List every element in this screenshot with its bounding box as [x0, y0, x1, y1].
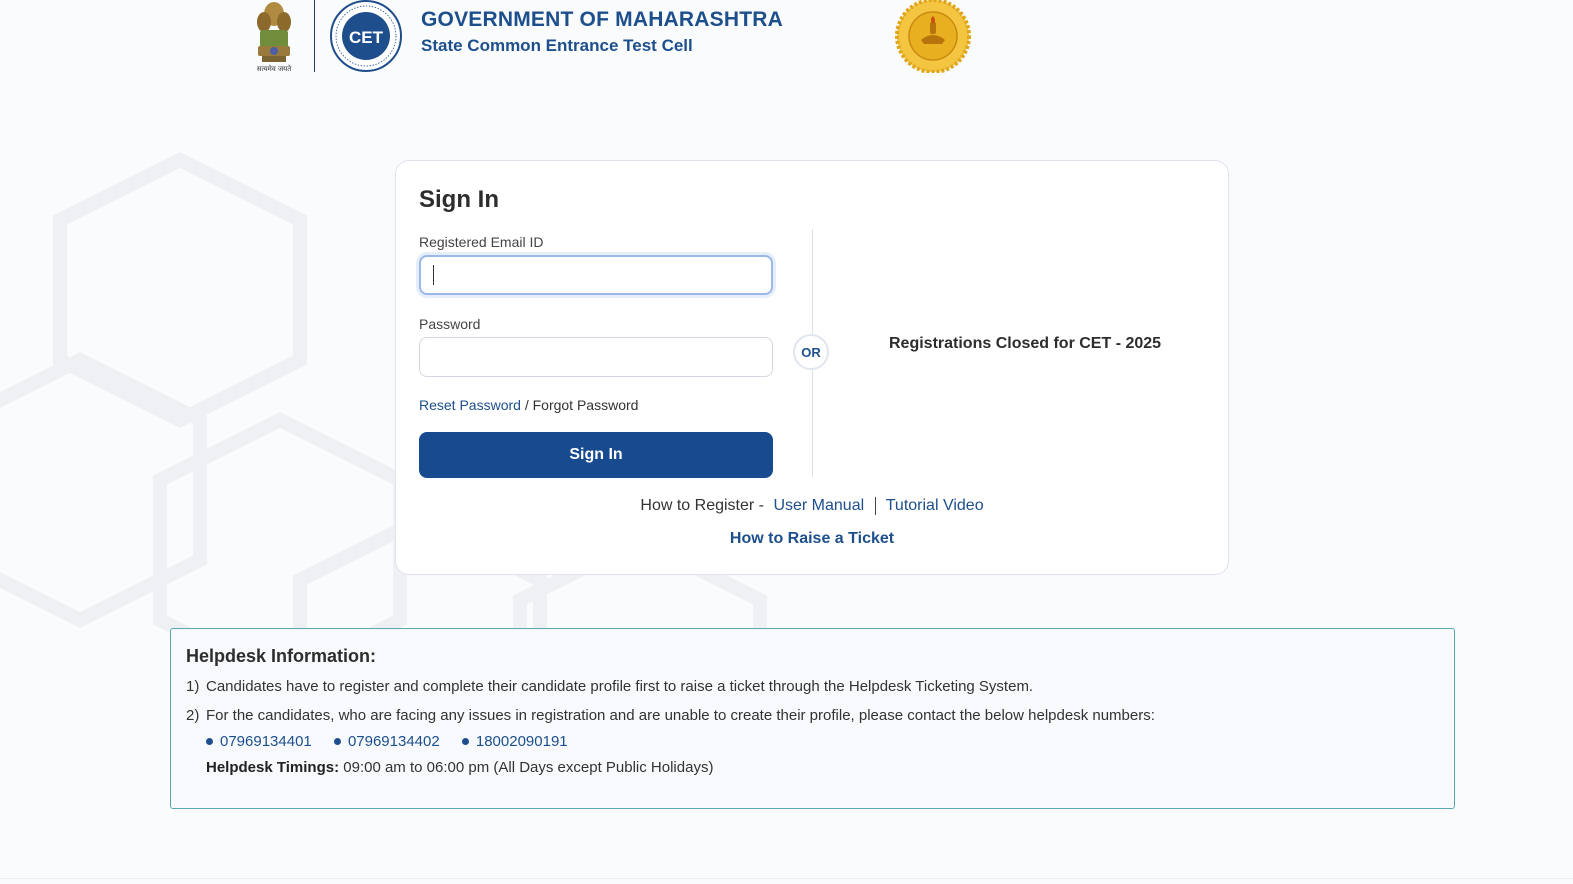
registration-status: Registrations Closed for CET - 2025	[889, 335, 1162, 352]
footer-divider	[0, 878, 1573, 879]
text-caret	[433, 265, 434, 285]
cell-subtitle: State Common Entrance Test Cell	[421, 36, 693, 55]
password-links	[419, 397, 638, 413]
phone-item	[334, 733, 458, 750]
phone-item	[462, 733, 586, 750]
government-title: GOVERNMENT OF MAHARASHTRA	[421, 8, 783, 31]
signin-button[interactable]: Sign In	[419, 432, 773, 478]
forgot-password-link[interactable]: Forgot Password	[532, 397, 639, 413]
phone-link[interactable]: 18002090191	[475, 733, 568, 750]
bullet-icon	[206, 738, 213, 745]
timings-value: 09:00 am to 06:00 pm (All Days except Public Holidays)	[343, 759, 714, 776]
password-label: Password	[419, 316, 481, 332]
helpdesk-timings	[206, 759, 713, 776]
point-text: Candidates have to register and complete their candidate profile first to raise a ticket through the Helpdesk Ticketing System.	[206, 678, 1034, 695]
phone-link[interactable]: 07969134402	[347, 733, 440, 750]
phone-item	[206, 733, 330, 750]
helpdesk-title: Helpdesk Information:	[186, 646, 377, 666]
or-badge: OR	[793, 334, 829, 370]
maharashtra-seal-icon	[892, 0, 974, 73]
how-to-register-label: How to Register -	[640, 497, 764, 515]
bullet-icon	[334, 738, 341, 745]
raise-ticket-link[interactable]: How to Raise a Ticket	[729, 530, 895, 547]
point-number: 2)	[186, 707, 200, 724]
timings-label: Helpdesk Timings:	[206, 759, 340, 776]
email-field[interactable]	[419, 255, 773, 295]
how-to-register	[396, 497, 1228, 515]
signin-title: Sign In	[419, 186, 499, 213]
reset-password-link[interactable]: Reset Password	[419, 397, 521, 413]
helpdesk-panel	[170, 628, 1455, 809]
svg-text:CET: CET	[349, 28, 383, 47]
phone-link[interactable]: 07969134401	[220, 733, 312, 750]
helpdesk-phone-list	[206, 733, 586, 750]
link-divider	[875, 497, 876, 515]
helpdesk-point-1	[186, 678, 1033, 695]
tutorial-video-link[interactable]: Tutorial Video	[885, 497, 984, 515]
national-emblem-icon	[250, 0, 298, 74]
header-divider	[314, 0, 315, 72]
link-separator: /	[524, 397, 529, 413]
password-field[interactable]	[419, 337, 773, 377]
helpdesk-point-2	[186, 707, 1155, 724]
site-header	[0, 0, 1573, 80]
point-number: 1)	[186, 678, 200, 695]
user-manual-link[interactable]: User Manual	[773, 497, 865, 515]
raise-ticket-section	[396, 530, 1228, 548]
svg-text:सत्यमेव जयते: सत्यमेव जयते	[256, 65, 292, 73]
bullet-icon	[462, 738, 469, 745]
email-label: Registered Email ID	[419, 234, 544, 250]
point-text: For the candidates, who are facing any issues in registration and are unable to create their profile, please contact the below helpdesk numbers:	[206, 707, 1155, 724]
signin-card	[395, 160, 1229, 575]
cet-logo-icon	[326, 0, 406, 73]
